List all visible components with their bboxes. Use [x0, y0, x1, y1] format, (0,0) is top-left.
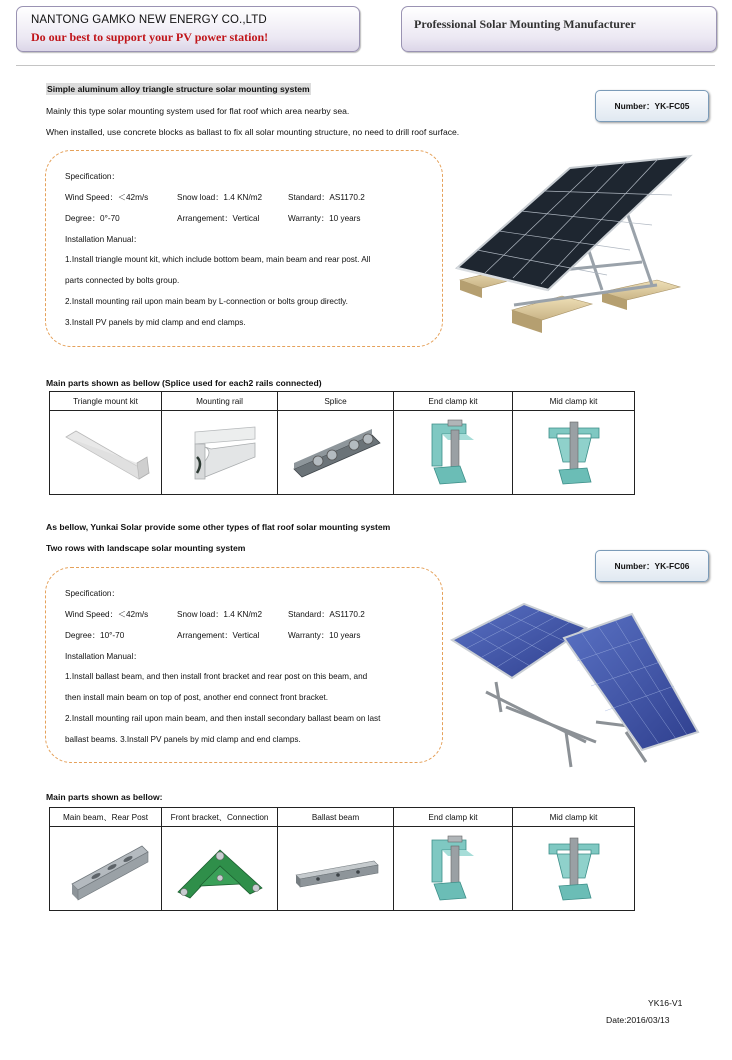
c-channel-beam-image: [58, 832, 154, 906]
mid-clamp-image: [539, 416, 609, 490]
spec2-snow-load: Snow load：1.4 KN/m2: [177, 610, 263, 619]
part-header-mounting-rail: Mounting rail: [162, 392, 278, 411]
part-header-ballast-beam: Ballast beam: [278, 808, 394, 827]
part-header-splice: Splice: [278, 392, 394, 411]
document-version: YK16-V1: [648, 998, 683, 1008]
spec-degree: Degree：0°-70: [65, 214, 120, 223]
specification-box: [45, 150, 443, 347]
spec2-wind-speed: Wind Speed：＜42m/s: [65, 610, 149, 619]
company-header-box: [16, 6, 360, 52]
part-header-triangle-mount-kit: Triangle mount kit: [50, 392, 162, 411]
end-clamp-image: [418, 416, 488, 490]
spec2-arrangement: Arrangement：Vertical: [177, 631, 260, 640]
manual2-step-2-cont: ballast beams. 3.Install PV panels by mid clamp and end clamps.: [65, 735, 301, 744]
part-header-end-clamp-kit-2: End clamp kit: [394, 808, 513, 827]
part-header-mid-clamp-kit-2: Mid clamp kit: [513, 808, 635, 827]
section1-title: Simple aluminum alloy triangle structure solar mounting system: [47, 84, 310, 94]
company-tagline: Professional Solar Mounting Manufacturer: [414, 17, 636, 31]
spec2-heading: Specification：: [65, 589, 120, 598]
part-image-end-clamp-kit-2: [394, 827, 513, 911]
part-image-mid-clamp-kit: [513, 411, 635, 495]
product-photo-triangle-mount: [452, 150, 702, 350]
section1-desc-1: Mainly this type solar mounting system used for flat roof which area nearby sea.: [46, 106, 350, 116]
spec-snow-load: Snow load：1.4 KN/m2: [177, 193, 263, 202]
tagline-header-box: [401, 6, 717, 52]
part-header-mid-clamp-kit: Mid clamp kit: [513, 392, 635, 411]
ballast-beam-image: [288, 839, 384, 899]
manual-step-2: 2.Install mounting rail upon main beam by L-connection or bolts group directly.: [65, 297, 348, 306]
part-image-mid-clamp-kit-2: [513, 827, 635, 911]
mid-clamp-image-2: [539, 832, 609, 906]
manual-step-1: 1.Install triangle mount kit, which include bottom beam, main beam and rear post. All: [65, 255, 371, 264]
manual2-heading: Installation Manual：: [65, 652, 142, 661]
product-photo-landscape-mount: [446, 582, 708, 776]
part-image-ballast-beam: [278, 827, 394, 911]
part-image-mounting-rail: [162, 411, 278, 495]
manual-step-3: 3.Install PV panels by mid clamp and end clamps.: [65, 318, 246, 327]
part-image-front-bracket: [162, 827, 278, 911]
spec-warranty: Warranty：10 years: [288, 214, 361, 223]
section1-parts-title: Main parts shown as bellow (Splice used for each2 rails connected): [46, 378, 322, 388]
section2-title: Two rows with landscape solar mounting system: [46, 543, 246, 553]
end-clamp-image-2: [418, 832, 488, 906]
spec2-warranty: Warranty：10 years: [288, 631, 361, 640]
parts-table-1: [49, 391, 635, 495]
part-header-main-beam-rear-post: Main beam、Rear Post: [50, 808, 162, 827]
section2-parts-title: Main parts shown as bellow:: [46, 792, 163, 802]
part-header-end-clamp-kit: End clamp kit: [394, 392, 513, 411]
spec-standard: Standard：AS1170.2: [288, 193, 365, 202]
document-date: Date:2016/03/13: [606, 1015, 670, 1025]
spec2-degree: Degree：10°-70: [65, 631, 125, 640]
manual2-step-2: 2.Install mounting rail upon main beam, and then install secondary ballast beam on last: [65, 714, 381, 723]
company-slogan: Do our best to support your PV power station!: [31, 30, 269, 44]
company-name: NANTONG GAMKO NEW ENERGY CO.,LTD: [31, 14, 267, 26]
manual-heading: Installation Manual：: [65, 235, 142, 244]
spec2-standard: Standard：AS1170.2: [288, 610, 365, 619]
part-image-triangle-mount-kit: [50, 411, 162, 495]
manual2-step-1: 1.Install ballast beam, and then install front bracket and rear post on this beam, and: [65, 672, 368, 681]
spec-wind-speed: Wind Speed：＜42m/s: [65, 193, 149, 202]
product-number-badge-2: Number：YK-FC06: [595, 550, 709, 582]
parts-table-2: [49, 807, 635, 911]
section1-desc-2: When installed, use concrete blocks as ballast to fix all solar mounting structure, no need to drill roof surface.: [46, 127, 460, 137]
manual2-step-1-cont: then install main beam on top of post, another end connect front bracket.: [65, 693, 329, 702]
angle-profile-image: [61, 417, 151, 489]
manual-step-1-cont: parts connected by bolts group.: [65, 276, 180, 285]
section2-intro: As bellow, Yunkai Solar provide some other types of flat roof solar mounting system: [46, 522, 391, 532]
rail-profile-image: [175, 417, 265, 489]
spec-heading: Specification：: [65, 172, 120, 181]
specification-box-2: [45, 567, 443, 763]
splice-image: [288, 417, 384, 489]
part-image-splice: [278, 411, 394, 495]
part-header-front-bracket-connection: Front bracket、Connection: [162, 808, 278, 827]
front-bracket-image: [170, 832, 270, 906]
part-image-end-clamp-kit: [394, 411, 513, 495]
product-number-badge: Number：YK-FC05: [595, 90, 709, 122]
spec-arrangement: Arrangement：Vertical: [177, 214, 260, 223]
header-divider: [16, 65, 715, 66]
part-image-main-beam: [50, 827, 162, 911]
